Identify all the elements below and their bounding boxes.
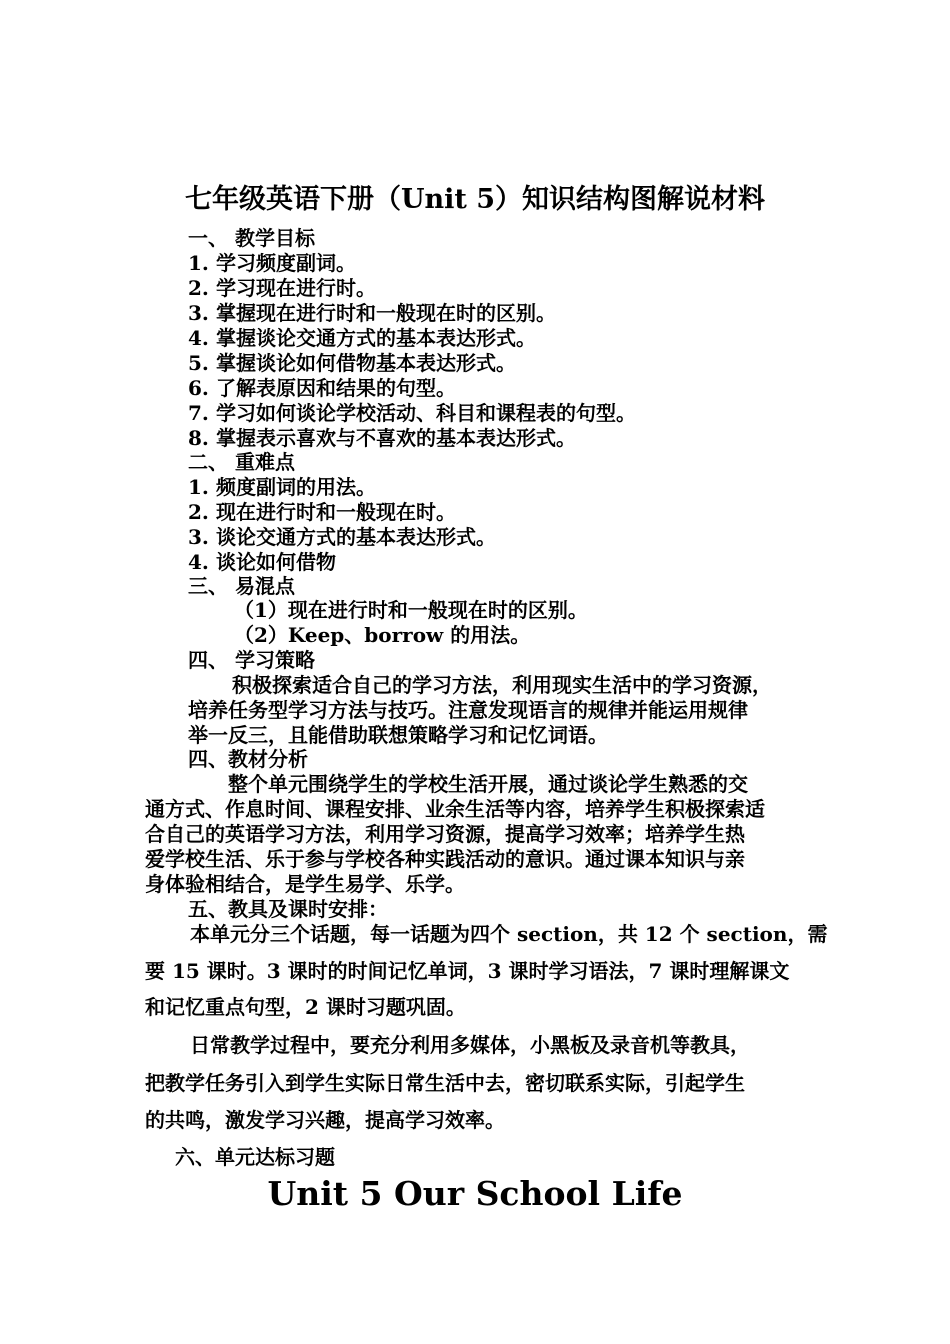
paragraph-line: 培养任务型学习方法与技巧。注意发现语言的规律并能运用规律	[188, 698, 748, 722]
section-heading-key-points: 二、 重难点	[188, 450, 295, 474]
section-heading-learning-strategy: 四、 学习策略	[188, 648, 315, 672]
list-item: 3. 掌握现在进行时和一般现在时的区别。	[188, 301, 556, 325]
paragraph-line: 身体验相结合，是学生易学、乐学。	[145, 872, 465, 896]
list-item: 1. 频度副词的用法。	[188, 475, 376, 499]
list-item: 2. 学习现在进行时。	[188, 276, 376, 300]
list-item: 2. 现在进行时和一般现在时。	[188, 500, 456, 524]
list-item: 5. 掌握谈论如何借物基本表达形式。	[188, 351, 516, 375]
paragraph-line: 合自己的英语学习方法，利用学习资源，提高学习效率；培养学生热	[145, 822, 745, 846]
list-item: 8. 掌握表示喜欢与不喜欢的基本表达形式。	[188, 426, 576, 450]
unit-title: Unit 5 Our School Life	[267, 1174, 683, 1213]
section-heading-confusing-points: 三、 易混点	[188, 574, 295, 598]
paragraph-line: 日常教学过程中，要充分利用多媒体，小黑板及录音机等教具，	[190, 1033, 750, 1057]
paragraph-line: 爱学校生活、乐于参与学校各种实践活动的意识。通过课本知识与亲	[145, 847, 745, 871]
paragraph-line: 把教学任务引入到学生实际日常生活中去，密切联系实际，引起学生	[145, 1071, 745, 1095]
paragraph-line: 和记忆重点句型，2 课时习题巩固。	[145, 995, 466, 1019]
list-item: （1）现在进行时和一般现在时的区别。	[234, 598, 588, 622]
section-heading-teaching-goals: 一、 教学目标	[188, 226, 315, 250]
list-item: （2）Keep、borrow 的用法。	[234, 623, 531, 647]
list-item: 3. 谈论交通方式的基本表达形式。	[188, 525, 496, 549]
paragraph-line: 的共鸣，激发学习兴趣，提高学习效率。	[145, 1108, 505, 1132]
paragraph-line: 本单元分三个话题，每一话题为四个 section，共 12 个 section，需	[190, 922, 828, 946]
document-title: 七年级英语下册（Unit 5）知识结构图解说材料	[184, 184, 766, 215]
paragraph-line: 积极探索适合自己的学习方法，利用现实生活中的学习资源，	[232, 673, 772, 697]
section-heading-unit-exercises: 六、单元达标习题	[175, 1145, 335, 1169]
list-item: 1. 学习频度副词。	[188, 251, 356, 275]
paragraph-line: 整个单元围绕学生的学校生活开展，通过谈论学生熟悉的交	[228, 772, 748, 796]
paragraph-line: 举一反三，且能借助联想策略学习和记忆词语。	[188, 723, 608, 747]
list-item: 4. 谈论如何借物	[188, 550, 336, 574]
list-item: 4. 掌握谈论交通方式的基本表达形式。	[188, 326, 536, 350]
section-heading-material-analysis: 四、教材分析	[188, 747, 308, 771]
paragraph-line: 要 15 课时。3 课时的时间记忆单词，3 课时学习语法，7 课时理解课文	[145, 959, 790, 983]
list-item: 7. 学习如何谈论学校活动、科目和课程表的句型。	[188, 401, 636, 425]
list-item: 6. 了解表原因和结果的句型。	[188, 376, 456, 400]
paragraph-line: 通方式、作息时间、课程安排、业余生活等内容，培养学生积极探索适	[145, 797, 765, 821]
section-heading-teaching-aids: 五、教具及课时安排：	[188, 897, 388, 921]
